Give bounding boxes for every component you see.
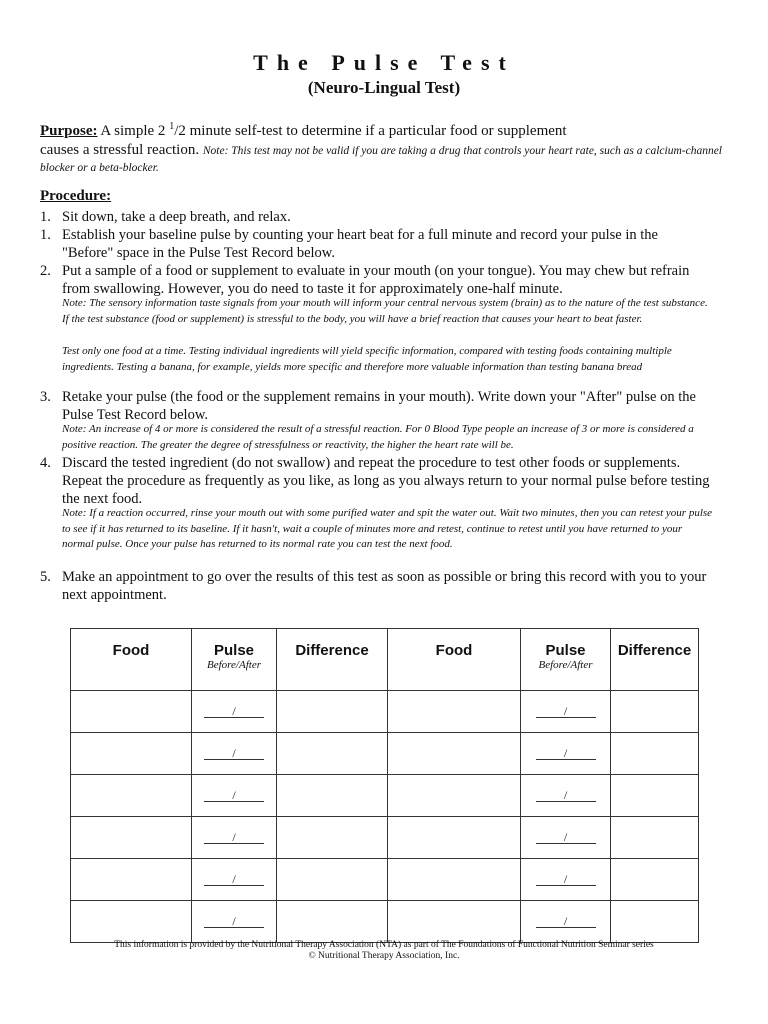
pulse-cell[interactable] <box>521 859 611 901</box>
purpose-text-1: A simple 2 <box>97 123 170 139</box>
procedure-label: Procedure: <box>40 188 112 204</box>
difference-cell[interactable] <box>611 859 699 901</box>
table-row <box>71 859 699 901</box>
step2-note: Note: The sensory information taste signals from your mouth will inform your central nervous system (brain) as to the nature of the test substance. If the test substance (food or supplement) is stressful to the body, you will have a brief reaction that causes your heart to beat faster. <box>62 297 708 325</box>
pulse-before-after-slot[interactable]: / <box>204 831 264 844</box>
food-cell[interactable] <box>388 901 521 943</box>
purpose-label: Purpose: <box>40 123 98 139</box>
difference-cell[interactable] <box>611 817 699 859</box>
pulse-cell[interactable] <box>521 691 611 733</box>
pulse-cell[interactable] <box>192 691 277 733</box>
purpose-text-2: /2 minute self-test to determine if a particular food or supplement <box>174 123 567 139</box>
step-text: Discard the tested ingredient (do not swallow) and repeat the procedure to test other foods or supplements. Repeat the procedure as frequently as you like, as long as you always return to your normal pulse before testing the next food. <box>62 455 710 507</box>
food-cell[interactable] <box>71 733 192 775</box>
pulse-cell[interactable] <box>192 901 277 943</box>
header-food: Food <box>388 629 521 691</box>
table-header-row <box>71 629 699 691</box>
step-text: Sit down, take a deep breath, and relax. <box>62 209 291 225</box>
step2-note-2: Test only one food at a time. Testing individual ingredients will yield specific information, compared with testing foods containing multiple ingredients. Testing a banana, for example, yields more specific and therefore more valuable information than testing banana bread <box>62 345 672 373</box>
difference-cell[interactable] <box>611 691 699 733</box>
pulse-cell[interactable] <box>521 733 611 775</box>
step-number: 4. <box>40 455 51 471</box>
pulse-subheader: Before/After <box>538 659 593 671</box>
difference-cell[interactable] <box>277 901 388 943</box>
food-cell[interactable] <box>388 817 521 859</box>
purpose-line2: causes a stressful reaction. <box>40 142 203 158</box>
pulse-before-after-slot[interactable]: / <box>536 747 596 760</box>
step-text: Retake your pulse (the food or the supplement remains in your mouth). Write down your "After" pulse on the Pulse Test Record below. <box>62 389 696 423</box>
food-cell[interactable] <box>71 901 192 943</box>
food-cell[interactable] <box>71 859 192 901</box>
food-cell[interactable] <box>388 691 521 733</box>
purpose-paragraph <box>40 118 730 140</box>
footer-line-1: This information is provided by the Nutritional Therapy Association (NTA) as part of The Foundations of Functional Nutrition Seminar series <box>114 940 654 950</box>
food-cell[interactable] <box>71 691 192 733</box>
purpose-fraction-sup: 1 <box>169 121 175 132</box>
step4-note: Note: If a reaction occurred, rinse your mouth out with some purified water and spit the water out. Wait two minutes, then you can retest your pulse to see if it has returned to its baseline. If it hasn't, wait a couple of minutes more and retest, continue to retest until you have returned to your normal pulse. Once your pulse has returned to its normal rate you can test the next food. <box>62 507 713 550</box>
difference-cell[interactable] <box>611 775 699 817</box>
pulse-cell[interactable] <box>521 775 611 817</box>
difference-cell[interactable] <box>277 775 388 817</box>
pulse-cell[interactable] <box>521 901 611 943</box>
difference-cell[interactable] <box>277 733 388 775</box>
purpose-paragraph-line2 <box>40 142 730 176</box>
table-row <box>71 817 699 859</box>
food-cell[interactable] <box>388 775 521 817</box>
pulse-before-after-slot[interactable]: / <box>536 831 596 844</box>
pulse-before-after-slot[interactable]: / <box>204 747 264 760</box>
difference-cell[interactable] <box>277 817 388 859</box>
pulse-before-after-slot[interactable]: / <box>204 789 264 802</box>
step-number: 5. <box>40 569 51 585</box>
difference-cell[interactable] <box>277 859 388 901</box>
food-cell[interactable] <box>71 775 192 817</box>
step-number: 1. <box>40 209 51 225</box>
pulse-before-after-slot[interactable]: / <box>204 915 264 928</box>
header-pulse: Pulse Before/After <box>521 629 611 691</box>
pulse-cell[interactable] <box>192 817 277 859</box>
pulse-before-after-slot[interactable]: / <box>536 873 596 886</box>
pulse-before-after-slot[interactable]: / <box>536 789 596 802</box>
pulse-before-after-slot[interactable]: / <box>536 915 596 928</box>
page-title: The Pulse Test <box>253 50 515 75</box>
pulse-cell[interactable] <box>192 775 277 817</box>
purpose-note: Note: This test may not be valid if you are taking a drug that controls your heart rate, such as a calcium-channel blocker or a beta-blocker. <box>40 145 722 174</box>
table-row <box>71 733 699 775</box>
footer <box>0 940 768 962</box>
step-text: Put a sample of a food or supplement to evaluate in your mouth (on your tongue). You may chew but refrain from swallowing. However, you do need to taste it for approximately one-half minute. <box>62 263 690 297</box>
step3-note: Note: An increase of 4 or more is considered the result of a stressful reaction. For 0 Blood Type people an increase of 3 or more is considered a positive reaction. The greater the degree of stressfulness or reactivity, the higher the heart rate will be. <box>62 423 694 451</box>
pulse-before-after-slot[interactable]: / <box>536 705 596 718</box>
difference-cell[interactable] <box>277 691 388 733</box>
food-cell[interactable] <box>388 733 521 775</box>
step-number: 2. <box>40 263 51 279</box>
header-difference: Difference <box>611 629 699 691</box>
step-text: Make an appointment to go over the results of this test as soon as possible or bring this record with you to your next appointment. <box>62 569 707 603</box>
pulse-cell[interactable] <box>192 859 277 901</box>
pulse-before-after-slot[interactable]: / <box>204 705 264 718</box>
food-cell[interactable] <box>388 859 521 901</box>
difference-cell[interactable] <box>611 901 699 943</box>
footer-copyright: © Nutritional Therapy Association, Inc. <box>308 951 460 961</box>
difference-cell[interactable] <box>611 733 699 775</box>
pulse-test-record-table <box>70 628 699 943</box>
step-number: 3. <box>40 389 51 405</box>
header-food: Food <box>71 629 192 691</box>
pulse-cell[interactable] <box>521 817 611 859</box>
header-difference: Difference <box>277 629 388 691</box>
table-row <box>71 901 699 943</box>
pulse-cell[interactable] <box>192 733 277 775</box>
page-subtitle: (Neuro-Lingual Test) <box>307 78 461 97</box>
pulse-subheader: Before/After <box>207 659 261 671</box>
table-row <box>71 691 699 733</box>
pulse-before-after-slot[interactable]: / <box>204 873 264 886</box>
table-body <box>71 691 699 943</box>
table-row <box>71 775 699 817</box>
food-cell[interactable] <box>71 817 192 859</box>
header-pulse: Pulse Before/After <box>192 629 277 691</box>
step-text: Establish your baseline pulse by counting your heart beat for a full minute and record your pulse in the "Before" space in the Pulse Test Record below. <box>62 227 658 261</box>
step-number: 1. <box>40 227 51 243</box>
